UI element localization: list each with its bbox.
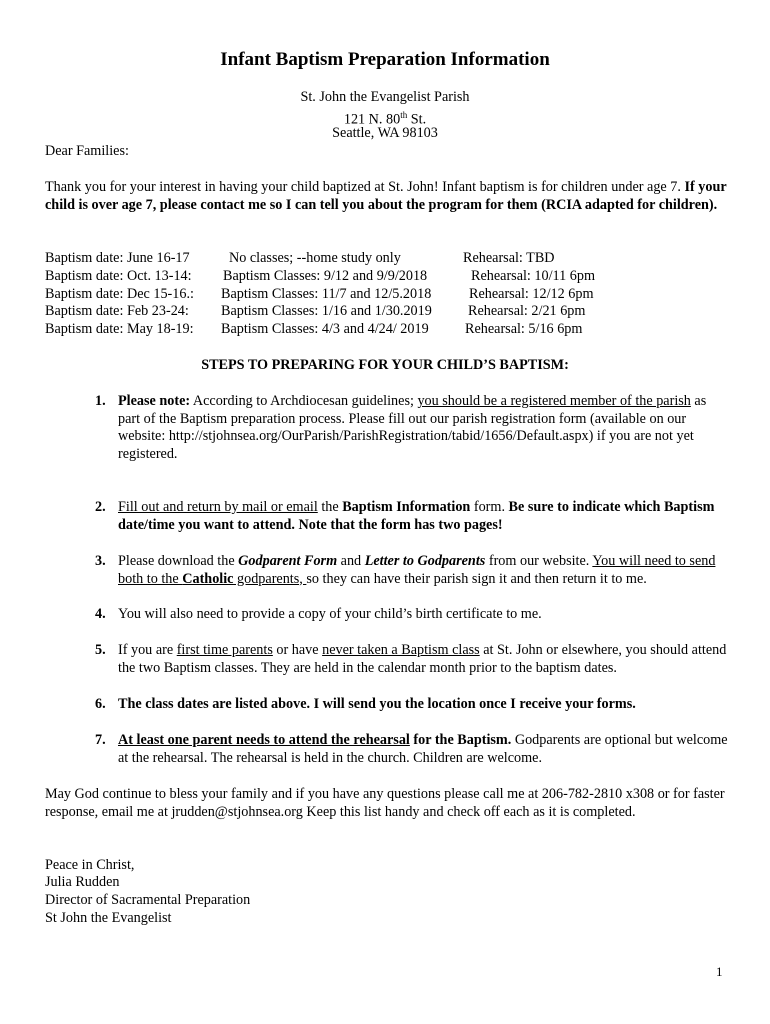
parish-street: 121 N. 80th St. xyxy=(343,110,427,128)
schedule-row: Baptism date: May 18-19: Baptism Classes: 4/3 and 4/24/ 2019 Rehearsal: 5/16 6pm xyxy=(45,321,583,337)
signature-parish: St John the Evangelist xyxy=(45,910,172,926)
document-title: Infant Baptism Preparation Information xyxy=(220,49,550,70)
steps-heading: STEPS TO PREPARING FOR YOUR CHILD’S BAPTISM: xyxy=(201,357,569,373)
schedule-row: Baptism date: Oct. 13-14: Baptism Classes: 9/12 and 9/9/2018 Rehearsal: 10/11 6pm xyxy=(45,268,595,284)
schedule-row: Baptism date: Dec 15-16.: Baptism Classes: 11/7 and 12/5.2018 Rehearsal: 12/12 6pm xyxy=(45,286,594,302)
page-number: 1 xyxy=(716,964,723,979)
schedule-row: Baptism date: June 16-17 No classes; --home study only Rehearsal: TBD xyxy=(45,250,555,266)
signature-name: Julia Rudden xyxy=(45,874,120,890)
closing-paragraph: May God continue to bless your family and if you have any questions please call me at 206-782-2810 x308 or for faster response, email me at jrudden@stjohnsea.org Keep this list handy and check off each as it is completed. xyxy=(45,786,725,820)
signature-line-1: Peace in Christ, xyxy=(45,857,135,873)
parish-name: St. John the Evangelist Parish xyxy=(300,89,470,105)
greeting: Dear Families: xyxy=(45,143,129,159)
parish-city: Seattle, WA 98103 xyxy=(332,125,438,141)
schedule-row: Baptism date: Feb 23-24: Baptism Classes: 1/16 and 1/30.2019 Rehearsal: 2/21 6pm xyxy=(45,303,586,319)
signature-role: Director of Sacramental Preparation xyxy=(45,892,251,908)
intro-paragraph: Thank you for your interest in having your child baptized at St. John! Infant baptism is for children under age 7. If your child is over age 7, please contact me so I can tell you about the program for them (RCIA adapted for children). xyxy=(45,179,727,213)
